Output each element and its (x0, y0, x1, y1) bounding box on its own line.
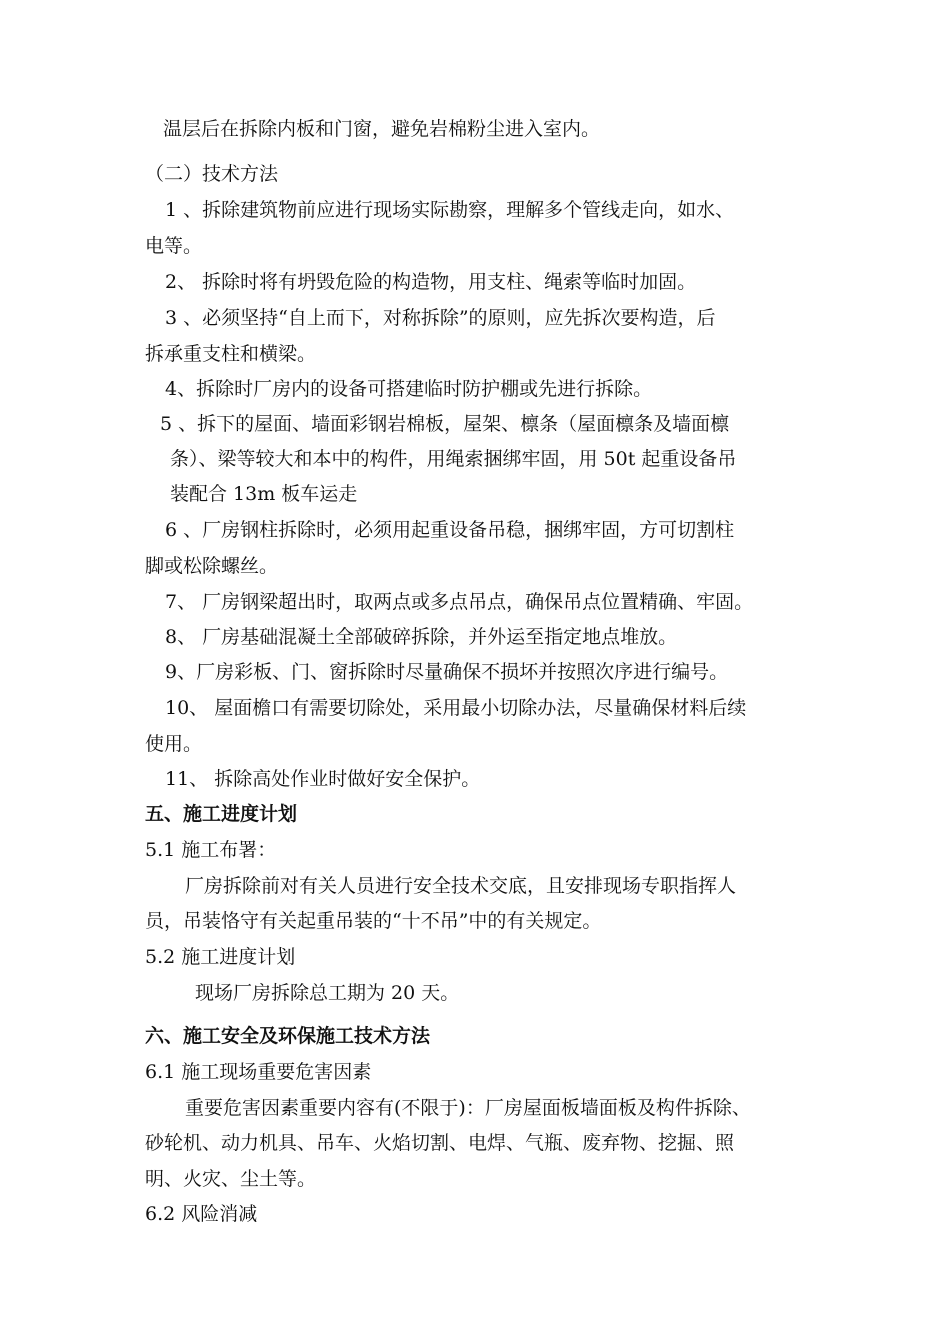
paragraph-line: 现场厂房拆除总工期为 20 天。 (195, 982, 460, 1004)
list-item: 2、 拆除时将有坍毁危险的构造物，用支柱、绳索等临时加固。 (165, 271, 697, 293)
list-item: 7、 厂房钢梁超出时，取两点或多点吊点，确保吊点位置精确、牢固。 (165, 591, 754, 613)
list-item: 4、拆除时厂房内的设备可搭建临时防护棚或先进行拆除。 (165, 378, 653, 400)
list-item: 1 、拆除建筑物前应进行现场实际勘察，理解多个管线走向，如水、 (165, 199, 735, 221)
list-item-continuation: 条）、梁等较大和本中的构件，用绳索捆绑牢固，用 50t 起重设备吊 (170, 448, 737, 470)
list-item-continuation: 使用。 (145, 733, 203, 755)
subsection-heading: 6.1 施工现场重要危害因素 (145, 1061, 372, 1083)
list-item: 11、 拆除高处作业时做好安全保护。 (165, 768, 481, 790)
list-item: 3 、必须坚持“自上而下，对称拆除”的原则，应先拆次要构造，后 (165, 307, 716, 329)
list-item: 9、厂房彩板、门、窗拆除时尽量确保不损坏并按照次序进行编号。 (165, 661, 729, 683)
paragraph-line: 重要危害因素重要内容有(不限于)：厂房屋面板墙面板及构件拆除、 (185, 1097, 751, 1119)
paragraph-line: 明、火灾、尘土等。 (145, 1168, 317, 1190)
subsection-heading: 5.1 施工布署： (145, 839, 277, 861)
list-item-continuation: 装配合 13m 板车运走 (170, 483, 358, 505)
paragraph-line: 砂轮机、动力机具、吊车、火焰切割、电焊、气瓶、废弃物、挖掘、照 (145, 1132, 735, 1154)
section-heading: 五、施工进度计划 (145, 803, 298, 825)
subsection-heading: （二）技术方法 (145, 163, 279, 185)
paragraph-line: 员，吊装恪守有关起重吊装的“十不吊”中的有关规定。 (145, 910, 602, 932)
section-heading: 六、施工安全及环保施工技术方法 (145, 1025, 431, 1047)
subsection-heading: 5.2 施工进度计划 (145, 946, 296, 968)
list-item-continuation: 脚或松除螺丝。 (145, 555, 279, 577)
list-item: 5 、拆下的屋面、墙面彩钢岩棉板，屋架、檩条（屋面檩条及墙面檩 (160, 413, 730, 435)
subsection-heading: 6.2 风险消减 (145, 1203, 258, 1225)
list-item-continuation: 拆承重支柱和横梁。 (145, 343, 317, 365)
text-line: 温层后在拆除内板和门窗，避免岩棉粉尘进入室内。 (163, 118, 601, 140)
list-item: 8、 厂房基础混凝土全部破碎拆除，并外运至指定地点堆放。 (165, 626, 678, 648)
list-item-continuation: 电等。 (145, 235, 203, 257)
list-item: 6 、厂房钢柱拆除时，必须用起重设备吊稳，捆绑牢固，方可切割柱 (165, 519, 735, 541)
list-item: 10、 屋面檐口有需要切除处，采用最小切除办法，尽量确保材料后续 (165, 697, 747, 719)
paragraph-line: 厂房拆除前对有关人员进行安全技术交底，且安排现场专职指挥人 (185, 875, 737, 897)
